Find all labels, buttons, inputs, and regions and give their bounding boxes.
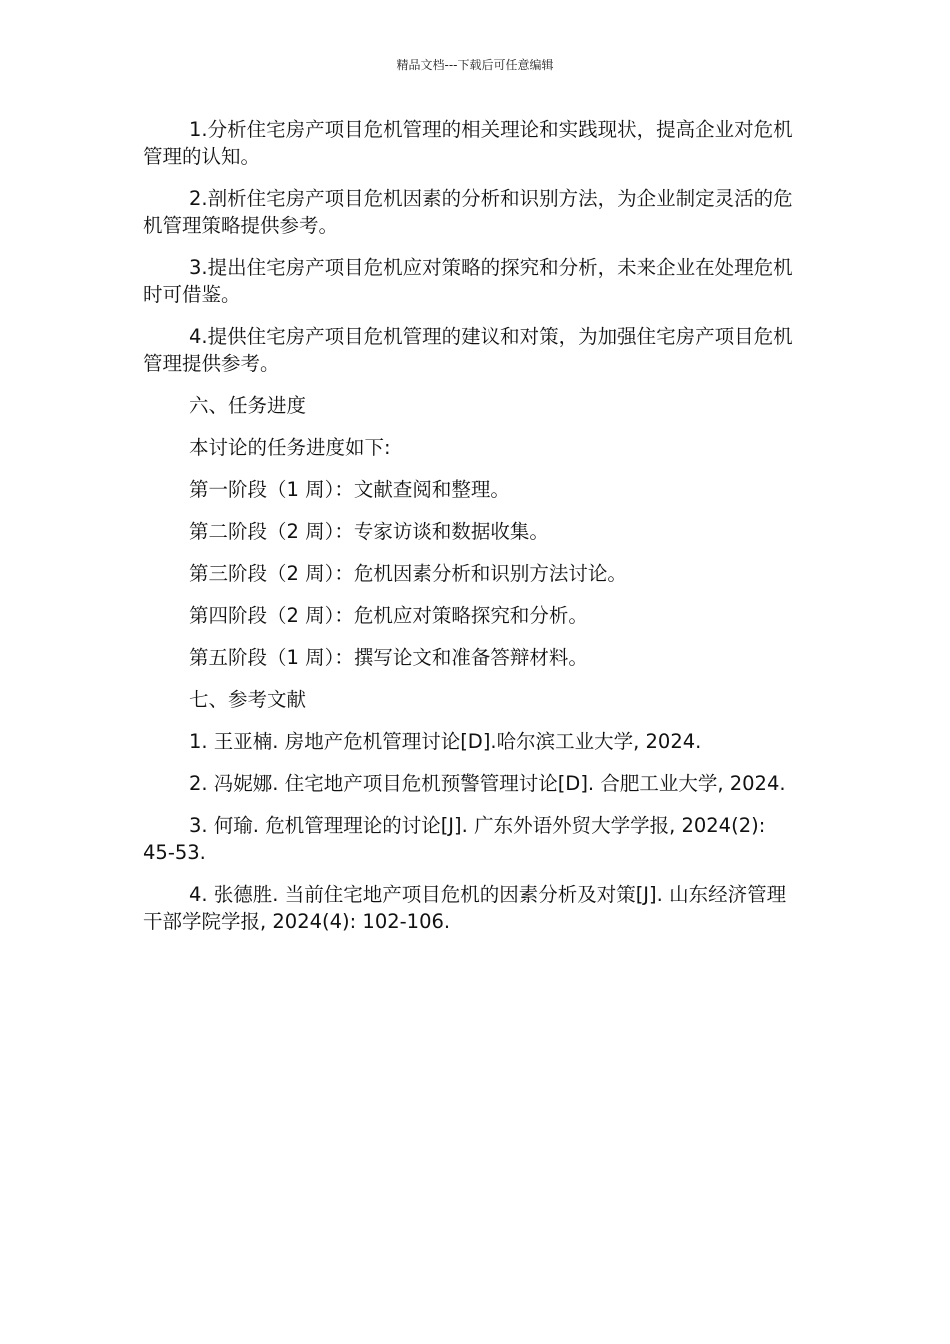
- schedule-intro: 本讨论的任务进度如下:: [189, 436, 391, 459]
- objective-text: 3.提出住宅房产项目危机应对策略的探究和分析，未来企业在处理危机时可借鉴。: [143, 256, 793, 306]
- objective-item: [143, 116, 803, 170]
- objective-text: 1.分析住宅房产项目危机管理的相关理论和实践现状，提高企业对危机管理的认知。: [143, 118, 793, 168]
- reference-item: [143, 728, 803, 755]
- page-header: 精品文档---下载后可任意编辑: [396, 58, 554, 72]
- objective-item: [143, 254, 803, 308]
- reference-item: [143, 770, 803, 797]
- reference-item: [143, 881, 803, 935]
- reference-item: [143, 812, 803, 866]
- schedule-stage: 第一阶段（1 周）：文献查阅和整理。: [189, 478, 510, 501]
- objective-item: [143, 185, 803, 239]
- schedule-stage: 第五阶段（1 周）：撰写论文和准备答辩材料。: [189, 646, 588, 669]
- reference-text: 1. 王亚楠. 房地产危机管理讨论[D].哈尔滨工业大学, 2024.: [189, 730, 702, 753]
- objective-text: 2.剖析住宅房产项目危机因素的分析和识别方法，为企业制定灵活的危机管理策略提供参考。: [143, 187, 793, 237]
- objective-item: [143, 323, 803, 377]
- section-heading-schedule: 六、任务进度: [189, 394, 307, 417]
- schedule-stage: 第四阶段（2 周）：危机应对策略探究和分析。: [189, 604, 588, 627]
- schedule-stage: 第三阶段（2 周）：危机因素分析和识别方法讨论。: [189, 562, 627, 585]
- reference-text: 3. 何瑜. 危机管理理论的讨论[J]. 广东外语外贸大学学报, 2024(2): 45-53.: [143, 814, 766, 864]
- reference-text: 2. 冯妮娜. 住宅地产项目危机预警管理讨论[D]. 合肥工业大学, 2024.: [189, 772, 786, 795]
- reference-text: 4. 张德胜. 当前住宅地产项目危机的因素分析及对策[J]. 山东经济管理干部学院学报, 2024(4): 102-106.: [143, 883, 787, 933]
- schedule-stage: 第二阶段（2 周）：专家访谈和数据收集。: [189, 520, 549, 543]
- objective-text: 4.提供住宅房产项目危机管理的建议和对策，为加强住宅房产项目危机管理提供参考。: [143, 325, 793, 375]
- document-body: [143, 116, 803, 950]
- section-heading-references: 七、参考文献: [189, 688, 307, 711]
